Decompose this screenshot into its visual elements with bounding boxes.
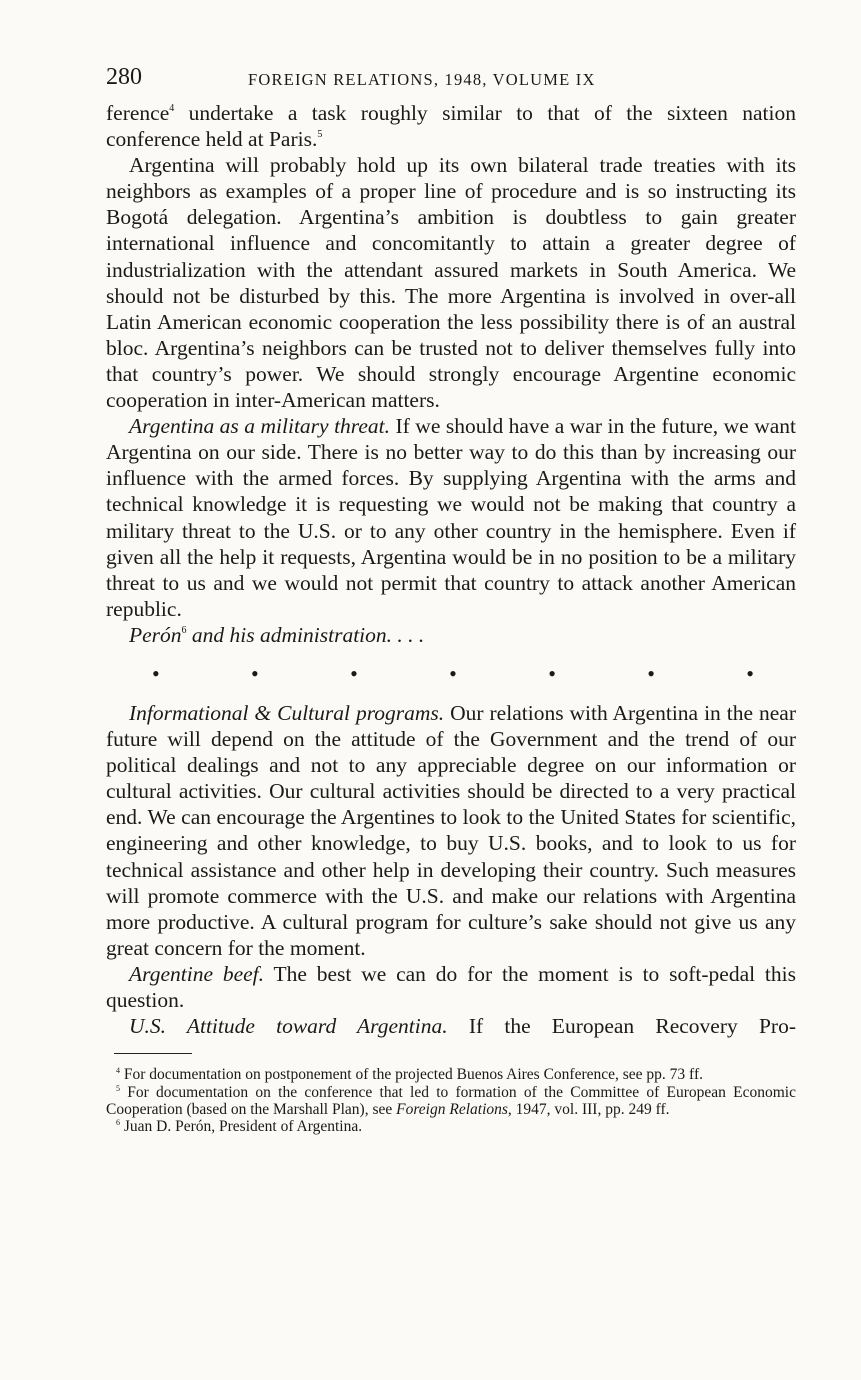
paragraph-text: The best we can do for the moment is to soft-pedal this question. xyxy=(106,961,796,1012)
footnote-ref-4[interactable]: 4 xyxy=(169,103,175,114)
body-text xyxy=(106,100,796,1039)
omission-marker xyxy=(106,648,796,700)
footnote-6 xyxy=(106,1118,796,1135)
paragraph-peron xyxy=(106,622,796,648)
footnote-text: Juan D. Perón, President of Argentina. xyxy=(120,1118,363,1136)
paragraph-text: ference xyxy=(106,101,170,125)
section-heading: Informational & Cultural programs. xyxy=(129,700,445,725)
omission-dot: • xyxy=(548,660,556,686)
section-heading: and his administration. . . . xyxy=(186,622,425,647)
paragraph-continuation xyxy=(106,100,796,152)
footnote-mark: 6 xyxy=(116,1118,120,1128)
paragraph-text: If the European Recovery Pro- xyxy=(447,1014,796,1039)
paragraph-text: undertake a task roughly similar to that of the sixteen nation conference held at Paris. xyxy=(106,101,796,152)
running-head: FOREIGN RELATIONS, 1948, VOLUME IX xyxy=(248,70,596,89)
paragraph-cultural-programs xyxy=(106,700,796,961)
footnote-text: , 1947, vol. III, pp. 249 ff. xyxy=(507,1101,670,1118)
section-heading: Argentina as a military threat. xyxy=(129,414,391,439)
footnote-ref-6[interactable]: 6 xyxy=(181,624,187,636)
paragraph-text: Our relations with Argentina in the near future will depend on the attitude of the Government and the trend of our political dealings and not to any appreciable degree on our information or cultural activities. Our cultural activities should be directed to a very practical end. We can encourage the Argentines to look to the United States for scientific, engineering and other knowledge, to buy U.S. books, and to look to us for technical assistance and other help in developing their country. Such measures will promote commerce with the U.S. and make our relations with Argentina more productive. A cultural program for culture’s sake should not give us any great concern for the moment. xyxy=(106,700,796,960)
paragraph-bilateral-treaties: Argentina will probably hold up its own bilateral trade treaties with its neighbors as examples of a proper line of procedure and is so instructing its Bogotá delegation. Argentina’s ambition is doubtless to gain greater international influence and concomitantly to attain a greater degree of industrialization with the attendant assured markets in South America. We should not be disturbed by this. The more Argentina is involved in over-all Latin American economic cooperation the less possibility there is of an austral bloc. Argentina’s neighbors can be trusted not to deliver themselves fully into that country’s power. We should strongly encourage Argentine economic cooperation in inter-American matters. xyxy=(106,153,796,413)
footnote-citation: Foreign Relations xyxy=(396,1101,508,1118)
footnote-divider xyxy=(114,1053,192,1054)
omission-dot: • xyxy=(152,660,160,686)
footnote-ref-5[interactable]: 5 xyxy=(317,129,323,141)
page-header xyxy=(106,60,796,100)
omission-dot: • xyxy=(449,660,457,686)
footnote-text: For documentation on postponement of the projected Buenos Aires Conference, see pp. 73 ff. xyxy=(120,1066,703,1084)
footnote-text: For documentation on the conference that led to formation of the Committee of European Economic Cooperation (based on the Marshall Plan), see xyxy=(106,1083,796,1118)
footnotes xyxy=(106,1066,796,1136)
section-heading: Perón xyxy=(129,622,182,647)
paragraph-military-threat xyxy=(106,413,796,622)
footnote-mark: 4 xyxy=(116,1066,120,1076)
section-heading: U.S. Attitude toward Argentina. xyxy=(129,1014,448,1039)
paragraph-text: If we should have a war in the future, we want Argentina on our side. There is no better way to do this than by increasing our influence with the armed forces. By supplying Argentina with the arms and technical knowledge it is requesting we would not be making that country a military threat to the U.S. or to any other country in the hemisphere. Even if given all the help it requests, Argentina would be in no position to be a military threat to us and we would not permit that country to attack another American republic. xyxy=(106,414,796,621)
footnote-5 xyxy=(106,1084,796,1119)
omission-dot: • xyxy=(746,660,754,686)
paragraph-us-attitude xyxy=(106,1013,796,1039)
section-heading: Argentine beef. xyxy=(129,961,265,986)
footnote-4 xyxy=(106,1066,796,1083)
omission-dot: • xyxy=(647,660,655,686)
footnote-mark: 5 xyxy=(116,1083,120,1093)
paragraph-argentine-beef xyxy=(106,961,796,1013)
omission-dot: • xyxy=(251,660,259,686)
document-page xyxy=(106,60,796,1136)
page-number: 280 xyxy=(106,64,142,90)
omission-dot: • xyxy=(350,660,358,686)
